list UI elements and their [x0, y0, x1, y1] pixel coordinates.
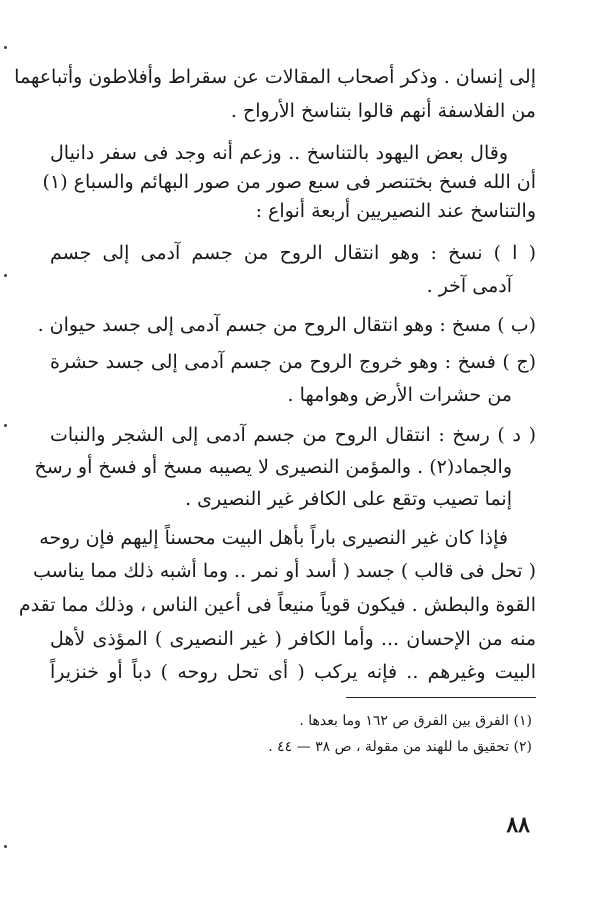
text-line: آدمى آخر . — [426, 275, 512, 297]
text-line: إلى إنسان . وذكر أصحاب المقالات عن سقراط وأفلاطون وأتباعهما — [14, 66, 536, 88]
text-line: ( ا ) نسخ : وهو انتقال الروح من جسم آدمى إلى جسم — [50, 242, 536, 264]
text-line: (ج ) فسخ : وهو خروج الروح من جسم آدمى إلى جسد حشرة — [50, 351, 536, 373]
scan-speck — [4, 845, 7, 848]
text-line: أن الله فسخ بختنصر فى سبع صور من صور البهائم والسباع (١) — [42, 171, 536, 193]
page-number: ٨٨ — [506, 812, 530, 838]
text-line: ( د ) رسخ : انتقال الروح من جسم آدمى إلى الشجر والنبات — [50, 424, 536, 446]
text-line: من الفلاسفة أنهم قالوا بتناسخ الأرواح . — [230, 100, 536, 122]
text-line: (ب ) مسخ : وهو انتقال الروح من جسم آدمى إلى جسد حيوان . — [37, 314, 536, 336]
scan-speck — [4, 46, 7, 49]
text-line: البيت وغيرهم .. فإنه يركب ( أى تحل روحه ) دباً أو خنزيراً — [50, 661, 536, 683]
text-line: والتناسخ عند النصيريين أربعة أنواع : — [255, 200, 536, 222]
text-line: القوة والبطش . فيكون قوياً منيعاً فى أعين الناس ، وذلك مما تقدم — [18, 594, 536, 616]
scan-speck — [4, 424, 7, 427]
text-line: وقال بعض اليهود بالتناسخ .. وزعم أنه وجد فى سفر دانيال — [50, 142, 508, 164]
text-line: منه من الإحسان ... وأما الكافر ( غير النصيرى ) المؤذى لأهل — [50, 628, 536, 650]
text-line: والجماد(٢) . والمؤمن النصيرى لا يصيبه مسخ أو فسخ أو رسخ — [34, 456, 512, 478]
footnote: (١) الفرق بين الفرق ص ١٦٢ وما بعدها . — [299, 713, 532, 729]
text-line: فإذا كان غير النصيرى باراً بأهل البيت محسناً إليهم فإن روحه — [39, 527, 508, 549]
footnote-divider — [346, 697, 536, 698]
text-line: من حشرات الأرض وهوامها . — [287, 384, 512, 406]
text-line: ( تحل فى قالب ) جسد ( أسد أو نمر .. وما أشبه ذلك مما يناسب — [33, 560, 536, 582]
text-line: إنما تصيب وتقع على الكافر غير النصيرى . — [185, 488, 512, 510]
footnote: (٢) تحقيق ما للهند من مقولة ، ص ٣٨ — ٤٤ . — [268, 739, 532, 755]
scan-speck — [4, 274, 7, 277]
